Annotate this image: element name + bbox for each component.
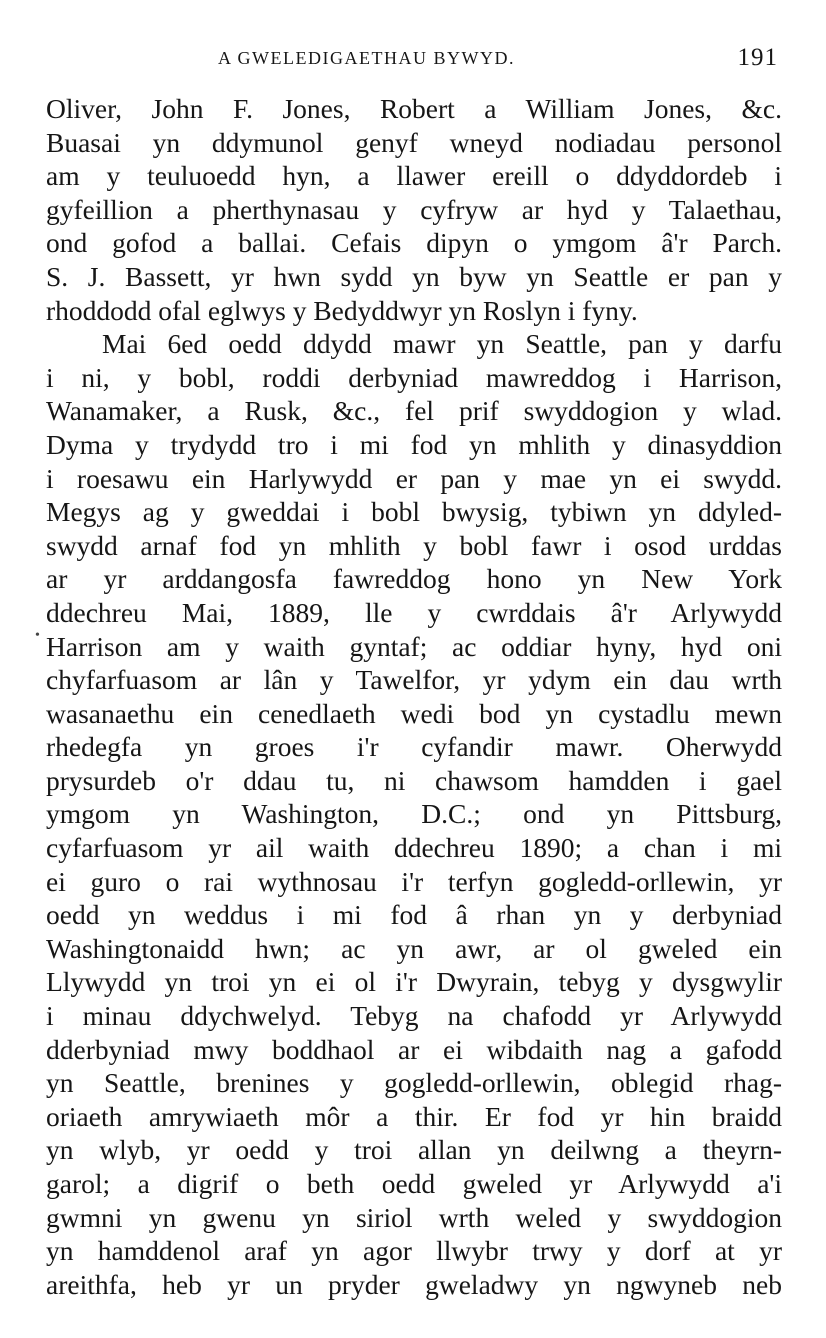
text-line: i minau ddychwelyd. Tebyg na chafodd yr Arlywydd xyxy=(46,1000,782,1032)
text-line: ddechreu Mai, 1889, lle y cwrddais â'r Arlywydd xyxy=(46,596,782,628)
text-line: areithfa, heb yr un pryder gweladwy yn ngwyneb neb xyxy=(46,1268,782,1300)
text-line: ei guro o rai wythnosau i'r terfyn gogledd-orllewin, yr xyxy=(46,865,782,897)
body-text xyxy=(46,92,782,1301)
text-line: wasanaethu ein cenedlaeth wedi bod yn cystadlu mewn xyxy=(46,697,782,729)
text-line: yn wlyb, yr oedd y troi allan yn deilwng a theyrn- xyxy=(46,1134,782,1166)
running-title: A GWELEDIGAETHAU BYWYD. xyxy=(218,48,515,68)
text-line: yn Seattle, brenines y gogledd-orllewin, oblegid rhag- xyxy=(46,1067,782,1099)
text-line: chyfarfuasom ar lân y Tawelfor, yr ydym ein dau wrth xyxy=(46,664,782,696)
text-line: Wanamaker, a Rusk, &c., fel prif swyddogion y wlad. xyxy=(46,395,782,427)
text-line: swydd arnaf fod yn mhlith y bobl fawr i osod urddas xyxy=(46,529,782,561)
page-header xyxy=(46,44,780,78)
text-line: Buasai yn ddymunol genyf wneyd nodiadau personol xyxy=(46,126,782,158)
text-line: i roesawu ein Harlywydd er pan y mae yn ei swydd. xyxy=(46,462,782,494)
text-line: gyfeillion a pherthynasau y cyfryw ar hyd y Talaethau, xyxy=(46,193,782,225)
text-line: gwmni yn gwenu yn siriol wrth weled y swyddogion xyxy=(46,1201,782,1233)
page-number: 191 xyxy=(737,44,778,71)
text-line: am y teuluoedd hyn, a llawer ereill o ddyddordeb i xyxy=(46,160,782,192)
text-line: Washingtonaidd hwn; ac yn awr, ar ol gweled ein xyxy=(46,932,782,964)
text-line: ar yr arddangosfa fawreddog hono yn New York xyxy=(46,563,782,595)
margin-speck-icon: • xyxy=(35,628,40,643)
text-line: rhedegfa yn groes i'r cyfandir mawr. Oherwydd xyxy=(46,731,782,763)
text-line: dderbyniad mwy boddhaol ar ei wibdaith nag a gafodd xyxy=(46,1033,782,1065)
text-line: yn hamddenol araf yn agor llwybr trwy y dorf at yr xyxy=(46,1235,782,1267)
text-line: Oliver, John F. Jones, Robert a William Jones, &c. xyxy=(46,93,782,124)
text-line: cyfarfuasom yr ail waith ddechreu 1890; a chan i mi xyxy=(46,832,782,864)
text-line: Megys ag y gweddai i bobl bwysig, tybiwn yn ddyled- xyxy=(46,496,782,528)
text-line: Dyma y trydydd tro i mi fod yn mhlith y dinasyddion xyxy=(46,428,782,460)
text-line: Mai 6ed oedd ddydd mawr yn Seattle, pan y darfu xyxy=(102,328,782,360)
text-line: oriaeth amrywiaeth môr a thir. Er fod yr hin braidd xyxy=(46,1100,782,1132)
text-line: Harrison am y waith gyntaf; ac oddiar hyny, hyd oni xyxy=(46,630,782,662)
text-line: S. J. Bassett, yr hwn sydd yn byw yn Seattle er pan y xyxy=(46,260,782,292)
text-line: oedd yn weddus i mi fod â rhan yn y derbyniad xyxy=(46,899,782,931)
text-line: Llywydd yn troi yn ei ol i'r Dwyrain, tebyg y dysgwylir xyxy=(46,966,782,998)
text-line: rhoddodd ofal eglwys y Bedyddwyr yn Roslyn i fyny. xyxy=(46,294,638,326)
text-line: i ni, y bobl, roddi derbyniad mawreddog i Harrison, xyxy=(46,361,782,393)
text-line: garol; a digrif o beth oedd gweled yr Arlywydd a'i xyxy=(46,1168,782,1199)
text-line: ond gofod a ballai. Cefais dipyn o ymgom â'r Parch. xyxy=(46,227,782,259)
text-line: ymgom yn Washington, D.C.; ond yn Pittsburg, xyxy=(46,798,782,830)
text-line: prysurdeb o'r ddau tu, ni chawsom hamdden i gael xyxy=(46,764,782,796)
